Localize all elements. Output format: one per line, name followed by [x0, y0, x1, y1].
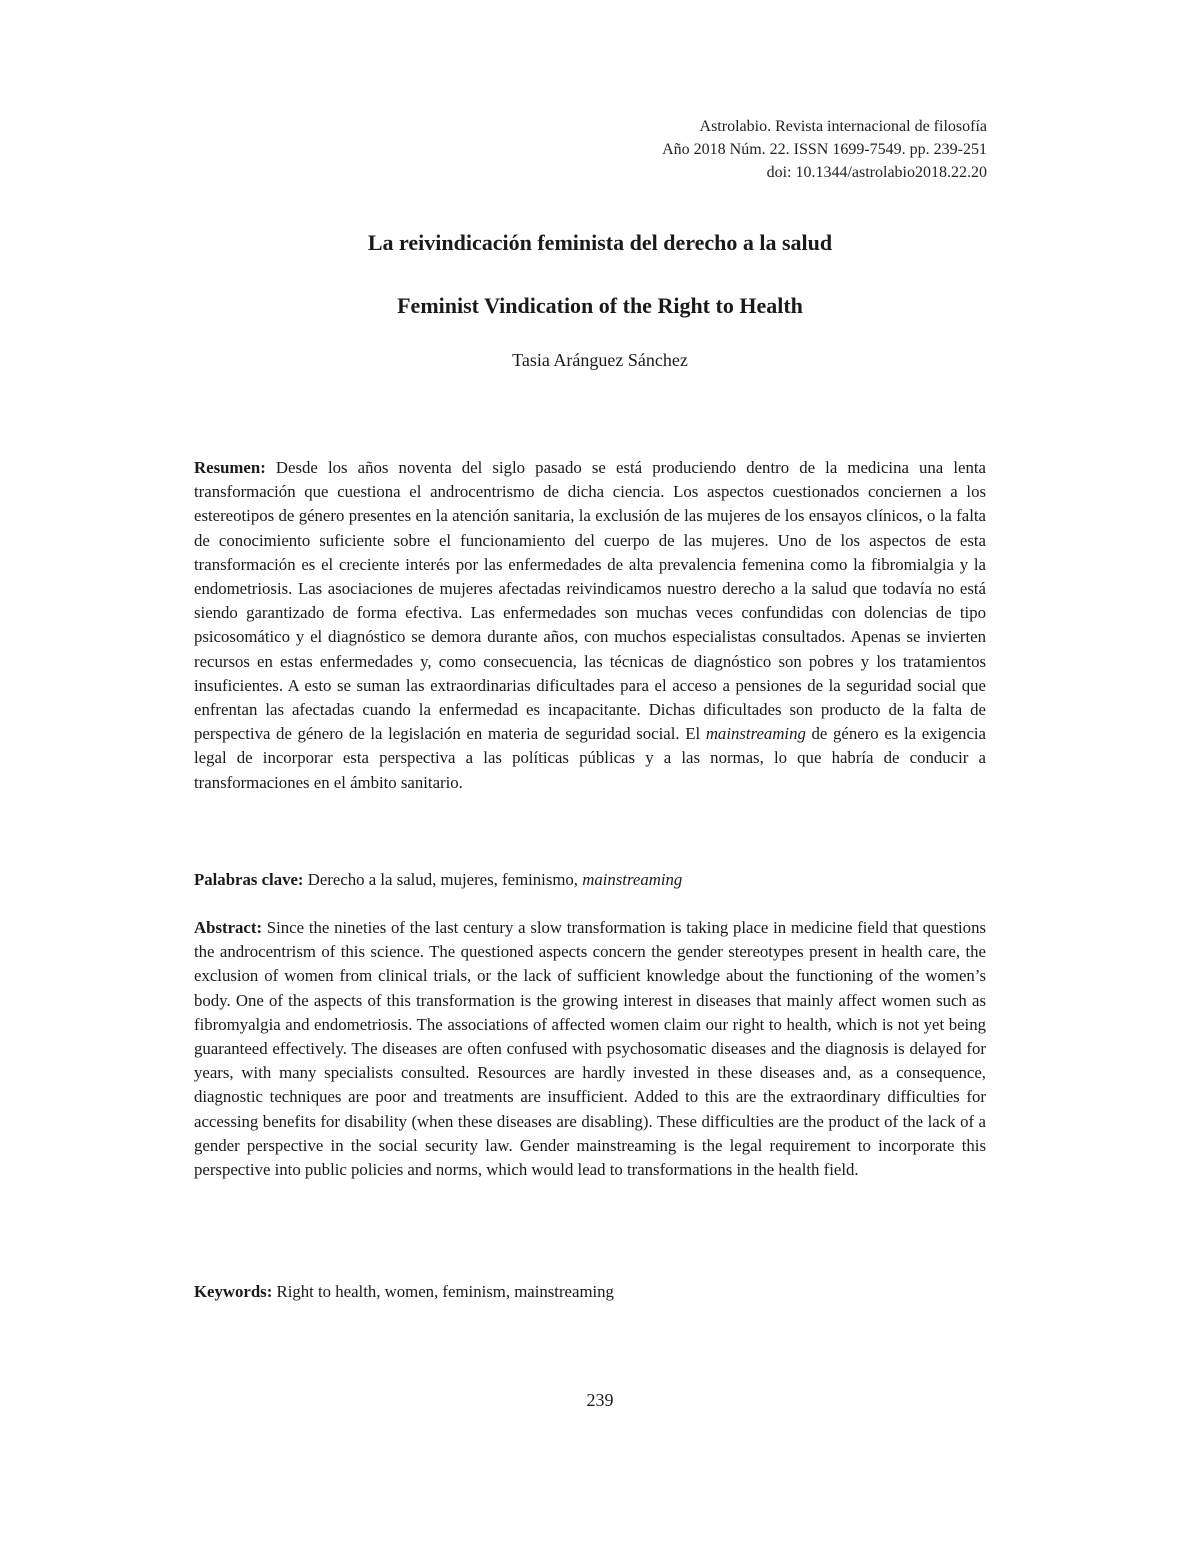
palabras-clave-italic-term: mainstreaming	[582, 870, 683, 889]
title-spanish: La reivindicación feminista del derecho a la salud	[367, 230, 833, 255]
title-english: Feminist Vindication of the Right to Health	[397, 293, 803, 318]
page-number: 239	[586, 1390, 614, 1410]
journal-doi: doi: 10.1344/astrolabio2018.22.20	[766, 164, 987, 181]
keywords-label: Keywords:	[194, 1282, 273, 1301]
journal-name: Astrolabio. Revista internacional de filosofía	[699, 118, 987, 135]
palabras-clave-text: Derecho a la salud, mujeres, feminismo,	[303, 870, 583, 889]
resumen-paragraph	[194, 456, 986, 795]
resumen-text-before: Desde los años noventa del siglo pasado se está produciendo dentro de la medicina una lenta transformación que cuestiona el androcentrismo de dicha ciencia. Los aspectos cuestionados conciernen a los estereotipos de género presentes en la atención sanitaria, la exclusión de las mujeres de los ensayos clínicos, o la falta de conocimiento suficiente sobre el funcionamiento del cuerpo de las mujeres. Uno de los aspectos de esta transformación es el creciente interés por las enfermedades de alta prevalencia femenina como la fibromialgia y la endometriosis. Las asociaciones de mujeres afectadas reivindicamos nuestro derecho a la salud que todavía no está siendo garantizado de forma efectiva. Las enfermedades son muchas veces confundidas con dolencias de tipo psicosomático y el diagnóstico se demora durante años, con muchos especialistas consultados. Apenas se invierten recursos en estas enfermedades y, como consecuencia, las técnicas de diagnóstico son pobres y los tratamientos insuficientes. A esto se suman las extraordinarias dificultades para el acceso a pensiones de la seguridad social que enfrentan las afectadas cuando la enfermedad es incapacitante. Dichas dificultades son producto de la falta de perspectiva de género de la legislación en materia de seguridad social. El	[194, 458, 986, 744]
resumen-text-after: de género es la exigencia legal de incorporar esta perspectiva a las políticas públicas y a las normas, lo que habría de conducir a transformaciones en el ámbito sanitario.	[194, 724, 987, 792]
abstract-text: Since the nineties of the last century a slow transformation is taking place in medicine field that questions the androcentrism of this science. The questioned aspects concern the gender stereotypes present in health care, the exclusion of women from clinical trials, or the lack of sufficient knowledge about the functioning of the women’s body. One of the aspects of this transformation is the growing interest in diseases that mainly affect women such as fibromyalgia and endometriosis. The associations of affected women claim our right to health, which is not yet being guaranteed effectively. The diseases are often confused with psychosomatic diseases and the diagnosis is delayed for years, with many specialists consulted. Resources are hardly invested in these diseases and, as a consequence, diagnostic techniques are poor and treatments are insufficient. Added to this are the extraordinary difficulties for accessing benefits for disability (when these diseases are disabling). These difficulties are the product of the lack of a gender perspective in the social security law. Gender mainstreaming is the legal requirement to incorporate this perspective into public policies and norms, which would lead to transformations in the health field.	[194, 918, 986, 1180]
abstract-paragraph	[194, 916, 986, 1182]
abstract-label: Abstract:	[194, 918, 263, 937]
journal-issue: Año 2018 Núm. 22. ISSN 1699-7549. pp. 239-251	[662, 141, 987, 158]
journal-header	[662, 115, 987, 184]
resumen-label: Resumen:	[194, 458, 266, 477]
palabras-clave-paragraph	[194, 868, 986, 892]
keywords-paragraph	[194, 1280, 986, 1304]
palabras-clave-label: Palabras clave:	[194, 870, 304, 889]
author-name: Tasia Aránguez Sánchez	[512, 350, 688, 370]
resumen-italic-term: mainstreaming	[705, 724, 806, 744]
keywords-text: Right to health, women, feminism, mainstreaming	[272, 1282, 614, 1301]
